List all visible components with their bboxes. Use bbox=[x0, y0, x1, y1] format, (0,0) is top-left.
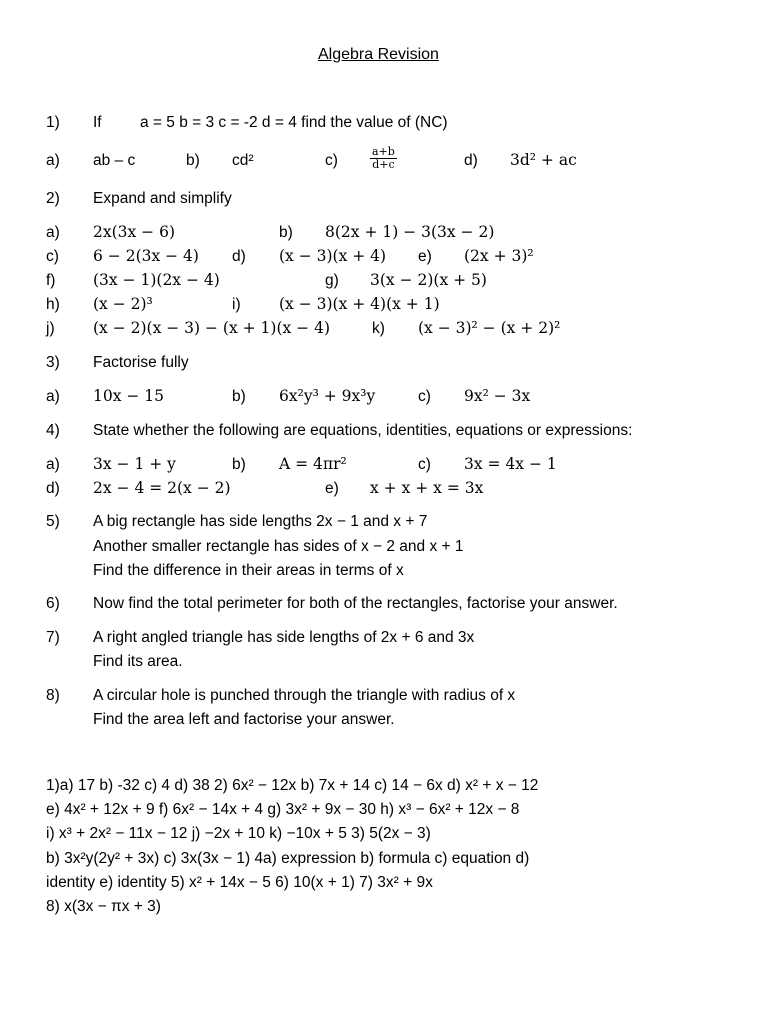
answers-line: i) x³ + 2x² − 11x − 12 j) −2x + 10 k) −10x + 5 3) 5(2x − 3) bbox=[46, 825, 431, 842]
q2g-expr: 3(x − 2)(x + 5) bbox=[370, 271, 487, 289]
q2e-expr: (2x + 3)² bbox=[464, 247, 534, 265]
q4-number: 4) bbox=[46, 422, 60, 439]
q2d-expr: (x − 3)(x + 4) bbox=[279, 247, 387, 265]
q1d-label: d) bbox=[464, 152, 478, 169]
q1d-expr: 3d² + ac bbox=[510, 151, 577, 169]
q1b-label: b) bbox=[186, 152, 200, 169]
q3-number: 3) bbox=[46, 354, 60, 371]
q5-line2: Another smaller rectangle has sides of x − 2 and x + 1 bbox=[93, 538, 464, 555]
q4c-label: c) bbox=[418, 456, 431, 473]
answers-line: 1)a) 17 b) -32 c) 4 d) 38 2) 6x² − 12x b) 7x + 14 c) 14 − 6x d) x² + x − 12 bbox=[46, 777, 539, 794]
q3a-label: a) bbox=[46, 388, 60, 405]
q7-line2: Find its area. bbox=[93, 653, 183, 670]
q3a-expr: 10x − 15 bbox=[93, 387, 165, 405]
q2j-expr: (x − 2)(x − 3) − (x + 1)(x − 4) bbox=[93, 319, 330, 337]
q2-text: Expand and simplify bbox=[93, 190, 232, 207]
q2c-expr: 6 − 2(3x − 4) bbox=[93, 247, 199, 265]
q5-line1: A big rectangle has side lengths 2x − 1 and x + 7 bbox=[93, 513, 428, 530]
q8-number: 8) bbox=[46, 687, 60, 704]
q2k-expr: (x − 3)² − (x + 2)² bbox=[418, 319, 561, 337]
q4a-expr: 3x − 1 + y bbox=[93, 455, 176, 473]
q1c-numerator: a+b bbox=[372, 145, 395, 158]
q2f-expr: (3x − 1)(2x − 4) bbox=[93, 271, 220, 289]
q2b-label: b) bbox=[279, 224, 293, 241]
q4b-expr: A = 4πr² bbox=[279, 455, 347, 473]
q6-number: 6) bbox=[46, 595, 60, 612]
q2i-label: i) bbox=[232, 296, 241, 313]
q4e-expr: x + x + x = 3x bbox=[370, 479, 484, 497]
q1c-denominator: d+c bbox=[372, 158, 395, 171]
q1-number: 1) bbox=[46, 114, 60, 131]
q7-line1: A right angled triangle has side lengths of 2x + 6 and 3x bbox=[93, 629, 475, 646]
q1a-label: a) bbox=[46, 152, 60, 169]
answers-line: b) 3x²y(2y² + 3x) c) 3x(3x − 1) 4a) expression b) formula c) equation d) bbox=[46, 850, 530, 867]
q7-number: 7) bbox=[46, 629, 60, 646]
q2k-label: k) bbox=[372, 320, 385, 337]
answers-line: e) 4x² + 12x + 9 f) 6x² − 14x + 4 g) 3x² + 9x − 30 h) x³ − 6x² + 12x − 8 bbox=[46, 801, 520, 818]
q2a-expr: 2x(3x − 6) bbox=[93, 223, 176, 241]
q5-line3: Find the difference in their areas in terms of x bbox=[93, 562, 404, 579]
answers-line: identity e) identity 5) x² + 14x − 5 6) 10(x + 1) 7) 3x² + 9x bbox=[46, 874, 433, 891]
q3b-expr: 6x²y³ + 9x³y bbox=[279, 387, 376, 405]
answers-line: 8) x(3x − πx + 3) bbox=[46, 898, 161, 915]
q8-line1: A circular hole is punched through the triangle with radius of x bbox=[93, 687, 516, 704]
q2b-expr: 8(2x + 1) − 3(3x − 2) bbox=[325, 223, 495, 241]
q1c-label: c) bbox=[325, 152, 338, 169]
q2f-label: f) bbox=[46, 272, 56, 289]
q1c-fraction bbox=[370, 146, 397, 173]
q4c-expr: 3x = 4x − 1 bbox=[464, 455, 557, 473]
q2g-label: g) bbox=[325, 272, 339, 289]
q2i-expr: (x − 3)(x + 4)(x + 1) bbox=[279, 295, 440, 313]
q3c-label: c) bbox=[418, 388, 431, 405]
q1-text: a = 5 b = 3 c = -2 d = 4 find the value of (NC) bbox=[140, 114, 448, 131]
q1b-expr: cd² bbox=[232, 152, 254, 169]
q4e-label: e) bbox=[325, 480, 339, 497]
page-title: Algebra Revision bbox=[318, 46, 439, 63]
q2d-label: d) bbox=[232, 248, 246, 265]
q1-if: If bbox=[93, 114, 102, 131]
q3b-label: b) bbox=[232, 388, 246, 405]
q2c-label: c) bbox=[46, 248, 59, 265]
q4-text: State whether the following are equations, identities, equations or expressions: bbox=[93, 422, 633, 439]
q4b-label: b) bbox=[232, 456, 246, 473]
q6-text: Now find the total perimeter for both of the rectangles, factorise your answer. bbox=[93, 595, 618, 612]
q4d-expr: 2x − 4 = 2(x − 2) bbox=[93, 479, 231, 497]
q5-number: 5) bbox=[46, 513, 60, 530]
q8-line2: Find the area left and factorise your answer. bbox=[93, 711, 395, 728]
q2h-expr: (x − 2)³ bbox=[93, 295, 153, 313]
q2j-label: j) bbox=[46, 320, 55, 337]
q2-number: 2) bbox=[46, 190, 60, 207]
q2a-label: a) bbox=[46, 224, 60, 241]
q3c-expr: 9x² − 3x bbox=[464, 387, 531, 405]
q1a-expr: ab – c bbox=[93, 152, 136, 169]
q2e-label: e) bbox=[418, 248, 432, 265]
q2h-label: h) bbox=[46, 296, 60, 313]
q4d-label: d) bbox=[46, 480, 60, 497]
q3-text: Factorise fully bbox=[93, 354, 189, 371]
q4a-label: a) bbox=[46, 456, 60, 473]
